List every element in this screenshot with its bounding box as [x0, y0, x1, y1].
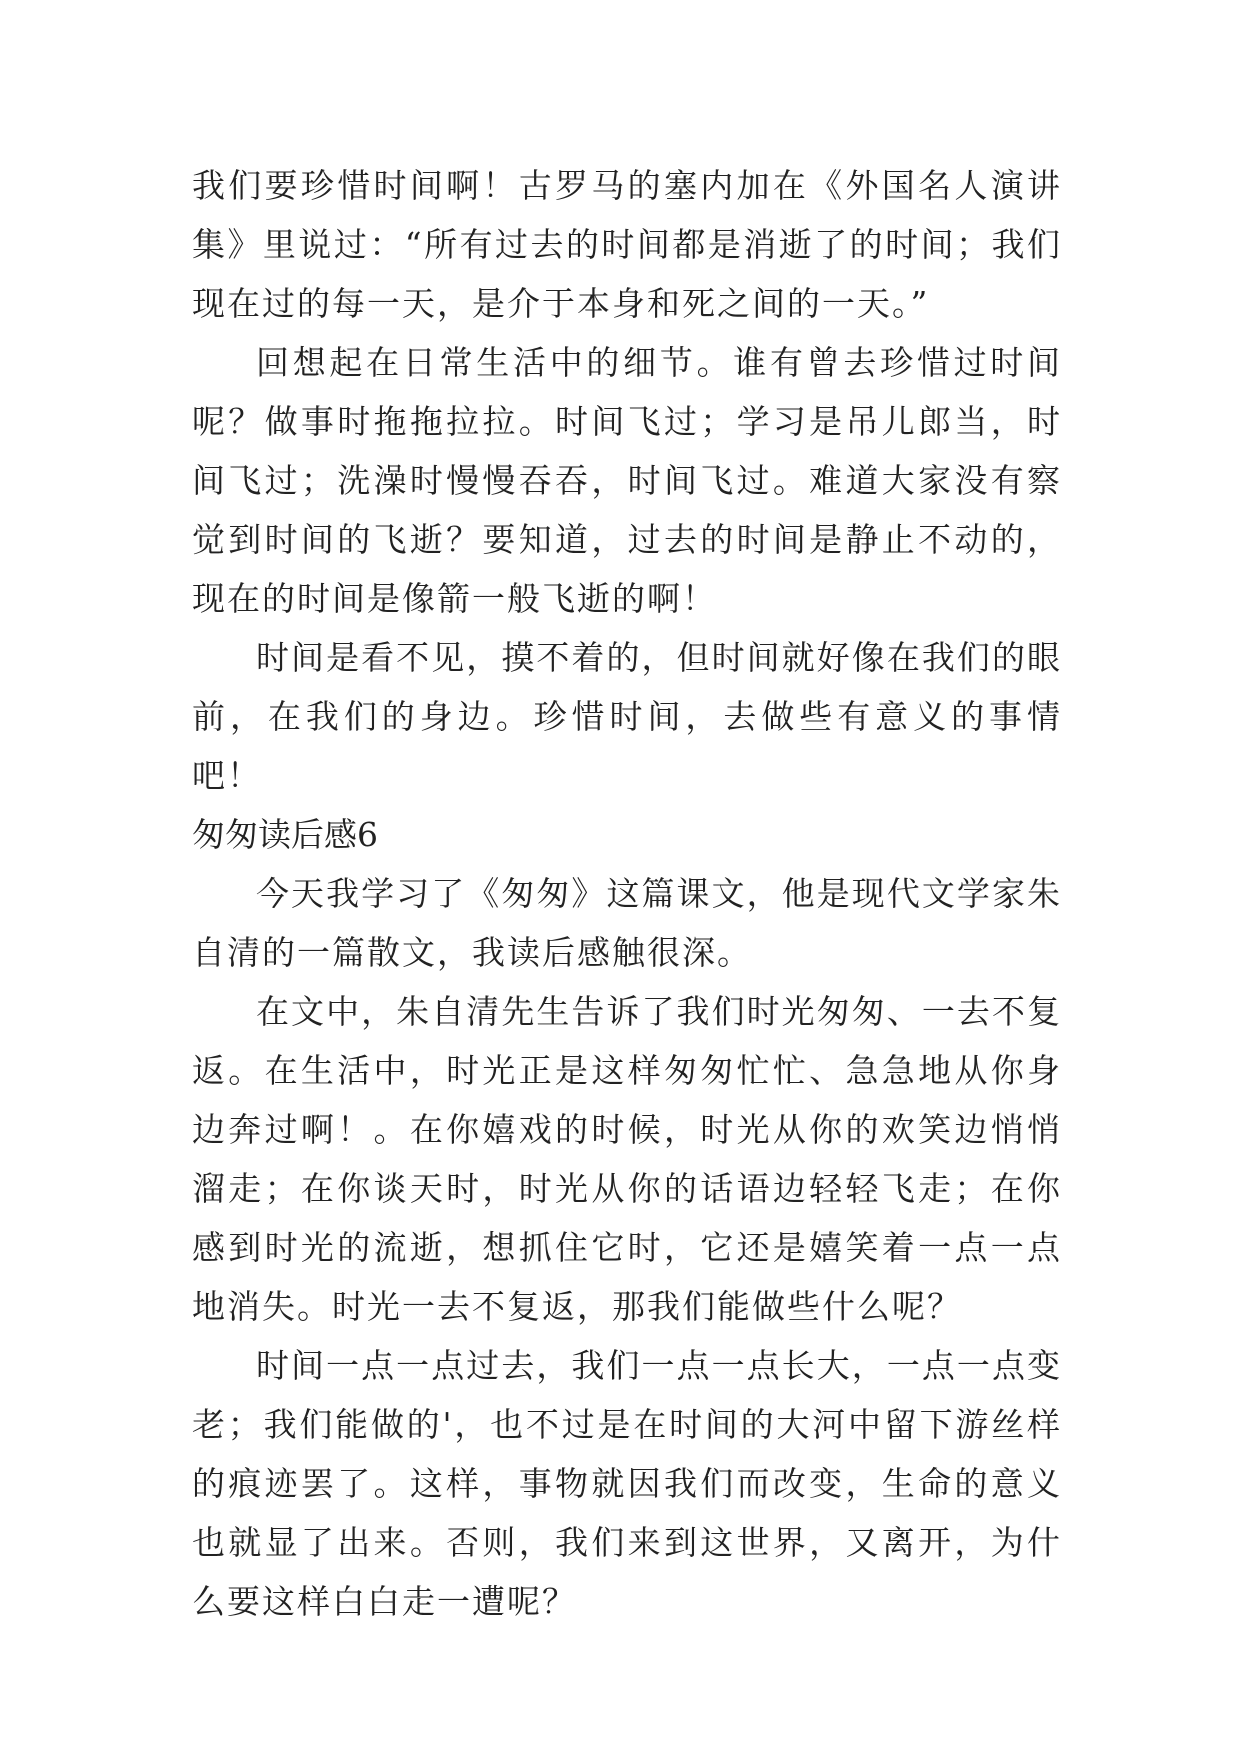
document-body [192, 156, 1062, 1631]
paragraph-1: 我们要珍惜时间啊！古罗马的塞内加在《外国名人演讲集》里说过：“所有过去的时间都是消逝了的时间；我们现在过的每一天，是介于本身和死之间的一天。” [192, 166, 1062, 323]
paragraph-2: 回想起在日常生活中的细节。谁有曾去珍惜过时间呢？做事时拖拖拉拉。时间飞过；学习是吊儿郎当，时间飞过；洗澡时慢慢吞吞，时间飞过。难道大家没有察觉到时间的飞逝？要知道，过去的时间是静止不动的，现在的时间是像箭一般飞逝的啊！ [192, 343, 1062, 618]
paragraph-5: 在文中，朱自清先生告诉了我们时光匆匆、一去不复返。在生活中，时光正是这样匆匆忙忙、急急地从你身边奔过啊！。在你嬉戏的时候，时光从你的欢笑边悄悄溜走；在你谈天时，时光从你的话语边轻轻飞走；在你感到时光的流逝，想抓住它时，它还是嬉笑着一点一点地消失。时光一去不复返，那我们能做些什么呢？ [192, 992, 1062, 1326]
section-heading: 匆匆读后感6 [192, 815, 378, 854]
paragraph-3: 时间是看不见，摸不着的，但时间就好像在我们的眼前，在我们的身边。珍惜时间，去做些有意义的事情吧！ [192, 638, 1062, 795]
paragraph-4: 今天我学习了《匆匆》这篇课文，他是现代文学家朱自清的一篇散文，我读后感触很深。 [192, 874, 1062, 972]
paragraph-6: 时间一点一点过去，我们一点一点长大，一点一点变老；我们能做的'，也不过是在时间的大河中留下游丝样的痕迹罢了。这样，事物就因我们而改变，生命的意义也就显了出来。否则，我们来到这世界，又离开，为什么要这样白白走一遭呢？ [192, 1346, 1062, 1621]
